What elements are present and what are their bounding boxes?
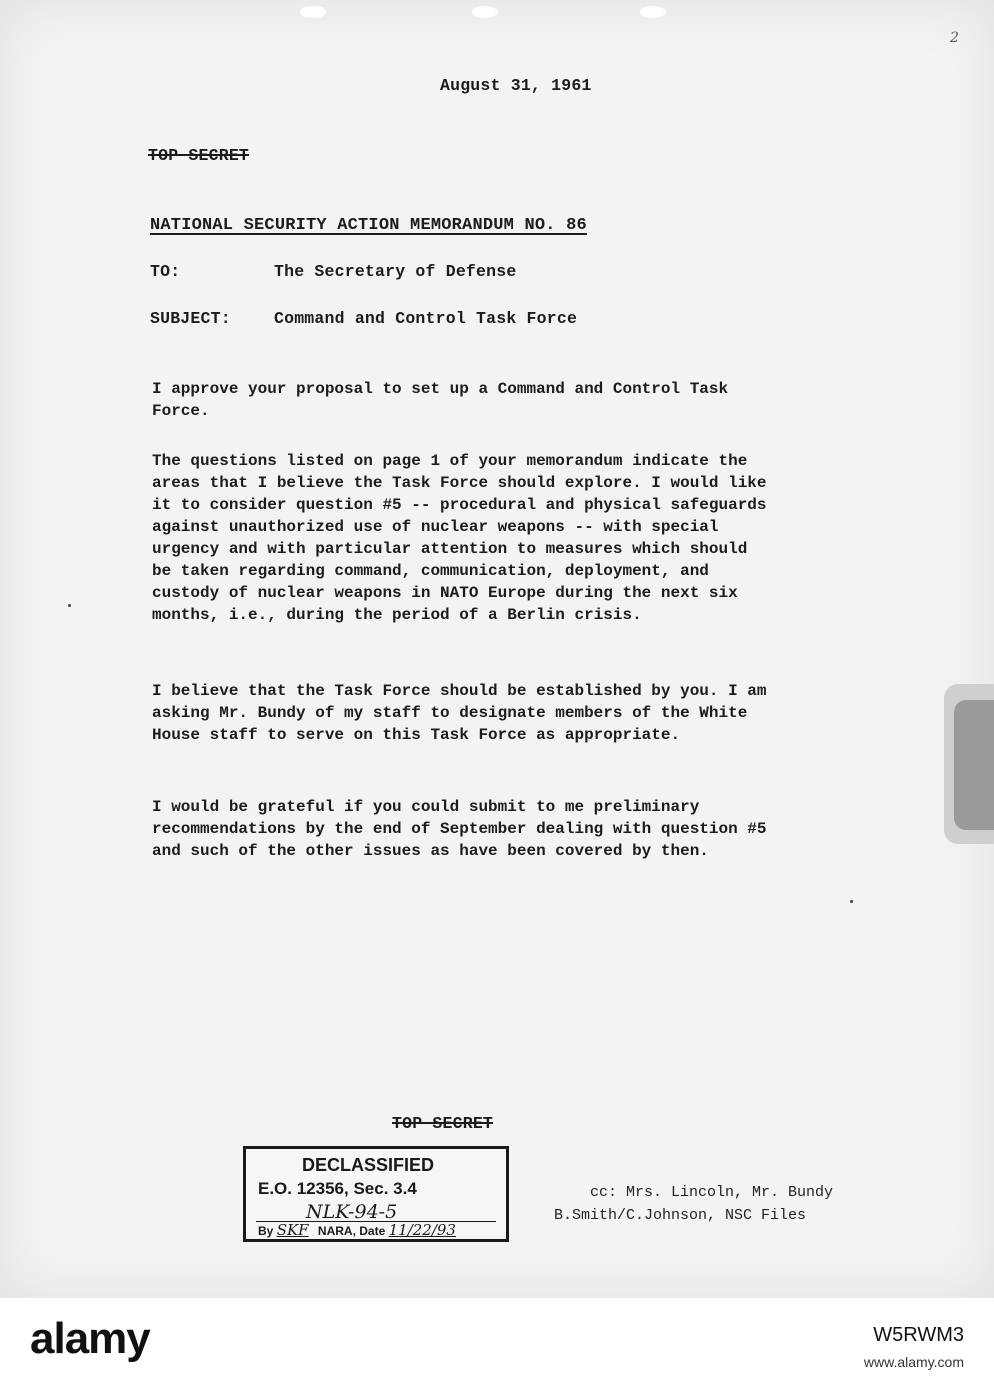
memo-date: August 31, 1961 — [440, 76, 592, 95]
stamp-case-number: NLK-94-5 — [306, 1201, 398, 1223]
stamp-nara-label: NARA, Date — [317, 1224, 386, 1238]
paper-speck — [850, 900, 853, 903]
stamp-eo: E.O. 12356, Sec. 3.4 — [258, 1179, 417, 1198]
memo-paragraph-2: The questions listed on page 1 of your memorandum indicate the areas that I believe the Task Force should explore. I would like it to consider question #5 -- procedural and physical safeguards against unauthorized use of nuclear weapons -- with special urgency and with particular attention to measures which should be taken regarding command, communication, deployment, and custody of nuclear weapons in NATO Europe during the next six months, i.e., during the period of a Berlin crisis. — [152, 452, 767, 624]
stamp-by-label: By — [258, 1224, 274, 1238]
stamp-date-value: 11/22/93 — [388, 1221, 456, 1239]
page-tab — [954, 700, 994, 830]
punch-hole — [300, 6, 326, 18]
classification-bottom: TOP SECRET — [392, 1114, 494, 1133]
memo-title: NATIONAL SECURITY ACTION MEMORANDUM NO. 86 — [150, 216, 587, 235]
subject-label: SUBJECT: — [150, 309, 231, 328]
punch-hole — [472, 6, 498, 18]
stamp-by-value: SKF — [276, 1221, 309, 1239]
site-url: www.alamy.com — [863, 1354, 964, 1370]
page-number: 2 — [950, 30, 959, 46]
alamy-logo: alamy — [30, 1314, 150, 1363]
memo-paragraph-4: I would be grateful if you could submit to me preliminary recommendations by the end of September dealing with question #5 and such of the other issues as have been covered by then. — [152, 798, 767, 860]
to-value: The Secretary of Defense — [274, 262, 517, 281]
to-label: TO: — [150, 262, 181, 281]
classification-top: TOP SECRET — [148, 146, 250, 165]
watermark-footer — [0, 1298, 994, 1390]
memo-paragraph-1: I approve your proposal to set up a Command and Control Task Force. — [152, 380, 729, 420]
cc-line-2: B.Smith/C.Johnson, NSC Files — [554, 1207, 807, 1224]
subject-value: Command and Control Task Force — [274, 309, 578, 328]
declassified-stamp — [243, 1146, 509, 1242]
memo-paragraph-3: I believe that the Task Force should be established by you. I am asking Mr. Bundy of my staff to designate members of the White House staff to serve on this Task Force as appropriate. — [152, 682, 767, 744]
punch-hole — [640, 6, 666, 18]
image-id: W5RWM3 — [873, 1324, 964, 1346]
paper-speck — [68, 604, 71, 607]
stamp-title: DECLASSIFIED — [302, 1155, 435, 1175]
stamp-by-line — [258, 1221, 456, 1239]
cc-line-1: cc: Mrs. Lincoln, Mr. Bundy — [590, 1184, 834, 1201]
